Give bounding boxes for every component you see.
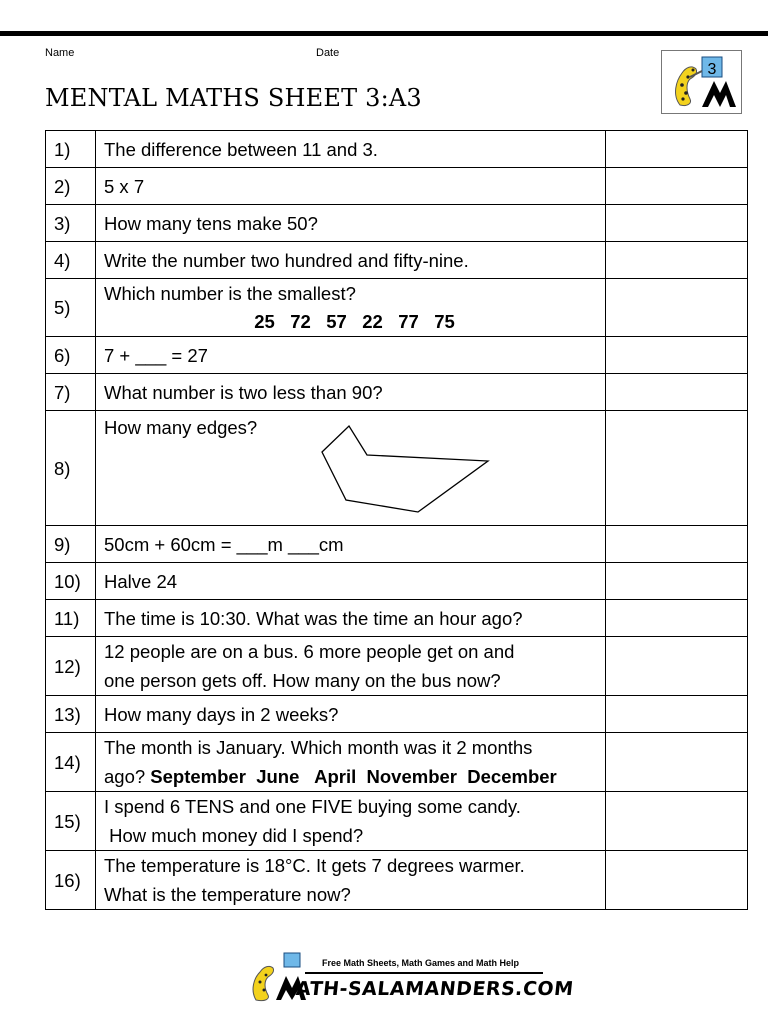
answer-box[interactable] <box>606 131 748 168</box>
question-row-3 <box>46 205 748 242</box>
answer-box[interactable] <box>606 374 748 411</box>
question-row-16 <box>46 851 748 910</box>
question-number: 16) <box>46 851 96 910</box>
question-text-cell <box>96 792 606 851</box>
question-number: 12) <box>46 637 96 696</box>
answer-box[interactable] <box>606 563 748 600</box>
logo-badge-number: 3 <box>707 61 717 78</box>
top-rule <box>0 31 768 36</box>
answer-box[interactable] <box>606 851 748 910</box>
question-row-10 <box>46 563 748 600</box>
question-row-1 <box>46 131 748 168</box>
question-row-7 <box>46 374 748 411</box>
question-text-line-2 <box>104 762 605 791</box>
question-text: 50cm + 60cm = ___m ___cm <box>96 526 606 563</box>
question-text: How many edges? <box>104 417 258 438</box>
question-text-cell <box>96 411 606 526</box>
question-number: 14) <box>46 733 96 792</box>
question-text-cell <box>96 279 606 337</box>
answer-box[interactable] <box>606 600 748 637</box>
question-number: 10) <box>46 563 96 600</box>
question-row-15 <box>46 792 748 851</box>
question-number: 3) <box>46 205 96 242</box>
question-text-line-1: The temperature is 18°C. It gets 7 degrees warmer. <box>104 855 525 876</box>
question-text-line-2: one person gets off. How many on the bus now? <box>104 670 501 691</box>
question-row-9 <box>46 526 748 563</box>
salamander-logo <box>661 50 742 114</box>
answer-box[interactable] <box>606 792 748 851</box>
question-text: What number is two less than 90? <box>96 374 606 411</box>
question-number: 6) <box>46 337 96 374</box>
answer-box[interactable] <box>606 733 748 792</box>
date-label: Date <box>316 47 340 59</box>
question-text: How many days in 2 weeks? <box>96 696 606 733</box>
question-text-line-2: How much money did I spend? <box>104 825 364 846</box>
question-row-13 <box>46 696 748 733</box>
number-list: 25 72 57 22 77 75 <box>254 311 455 332</box>
question-number: 1) <box>46 131 96 168</box>
question-number: 15) <box>46 792 96 851</box>
question-row-8 <box>46 411 748 526</box>
question-text-line-1: I spend 6 TENS and one FIVE buying some candy. <box>104 796 521 817</box>
answer-box[interactable] <box>606 337 748 374</box>
question-text: The difference between 11 and 3. <box>96 131 606 168</box>
answer-box[interactable] <box>606 411 748 526</box>
hexagon-shape <box>316 422 491 514</box>
question-text: 7 + ___ = 27 <box>96 337 606 374</box>
question-text-line-1: The month is January. Which month was it 2 months <box>104 737 533 758</box>
question-number: 8) <box>46 411 96 526</box>
question-row-6 <box>46 337 748 374</box>
answer-box[interactable] <box>606 526 748 563</box>
question-text: How many tens make 50? <box>96 205 606 242</box>
answer-box[interactable] <box>606 205 748 242</box>
answer-box[interactable] <box>606 242 748 279</box>
question-row-11 <box>46 600 748 637</box>
answer-box[interactable] <box>606 637 748 696</box>
answer-box[interactable] <box>606 696 748 733</box>
month-options: September June April November December <box>150 766 557 787</box>
question-number: 7) <box>46 374 96 411</box>
name-label: Name <box>45 47 75 59</box>
question-number: 2) <box>46 168 96 205</box>
footer-tagline: Free Math Sheets, Math Games and Math Help <box>322 958 520 968</box>
question-text-cell <box>96 851 606 910</box>
footer-rule <box>305 972 543 974</box>
question-number: 4) <box>46 242 96 279</box>
question-row-4 <box>46 242 748 279</box>
questions-table <box>45 130 748 910</box>
question-text: 5 x 7 <box>96 168 606 205</box>
question-text: Halve 24 <box>96 563 606 600</box>
question-number: 11) <box>46 600 96 637</box>
page-title: MENTAL MATHS SHEET 3:A3 <box>45 84 422 112</box>
question-text-cell <box>96 733 606 792</box>
question-row-5 <box>46 279 748 337</box>
answer-box[interactable] <box>606 168 748 205</box>
answer-box[interactable] <box>606 279 748 337</box>
question-text-line-1: 12 people are on a bus. 6 more people get on and <box>104 641 515 662</box>
question-text: Write the number two hundred and fifty-nine. <box>96 242 606 279</box>
question-row-14 <box>46 733 748 792</box>
question-row-12 <box>46 637 748 696</box>
question-text-prefix: ago? <box>104 766 151 787</box>
question-row-2 <box>46 168 748 205</box>
question-text-line-2: What is the temperature now? <box>104 884 351 905</box>
question-text-cell <box>96 637 606 696</box>
question-number: 9) <box>46 526 96 563</box>
question-number: 5) <box>46 279 96 337</box>
question-number: 13) <box>46 696 96 733</box>
question-text: The time is 10:30. What was the time an hour ago? <box>96 600 606 637</box>
footer-site-name[interactable]: ATH-SALAMANDERS.COM <box>294 978 575 1000</box>
question-text: Which number is the smallest? <box>104 283 356 304</box>
